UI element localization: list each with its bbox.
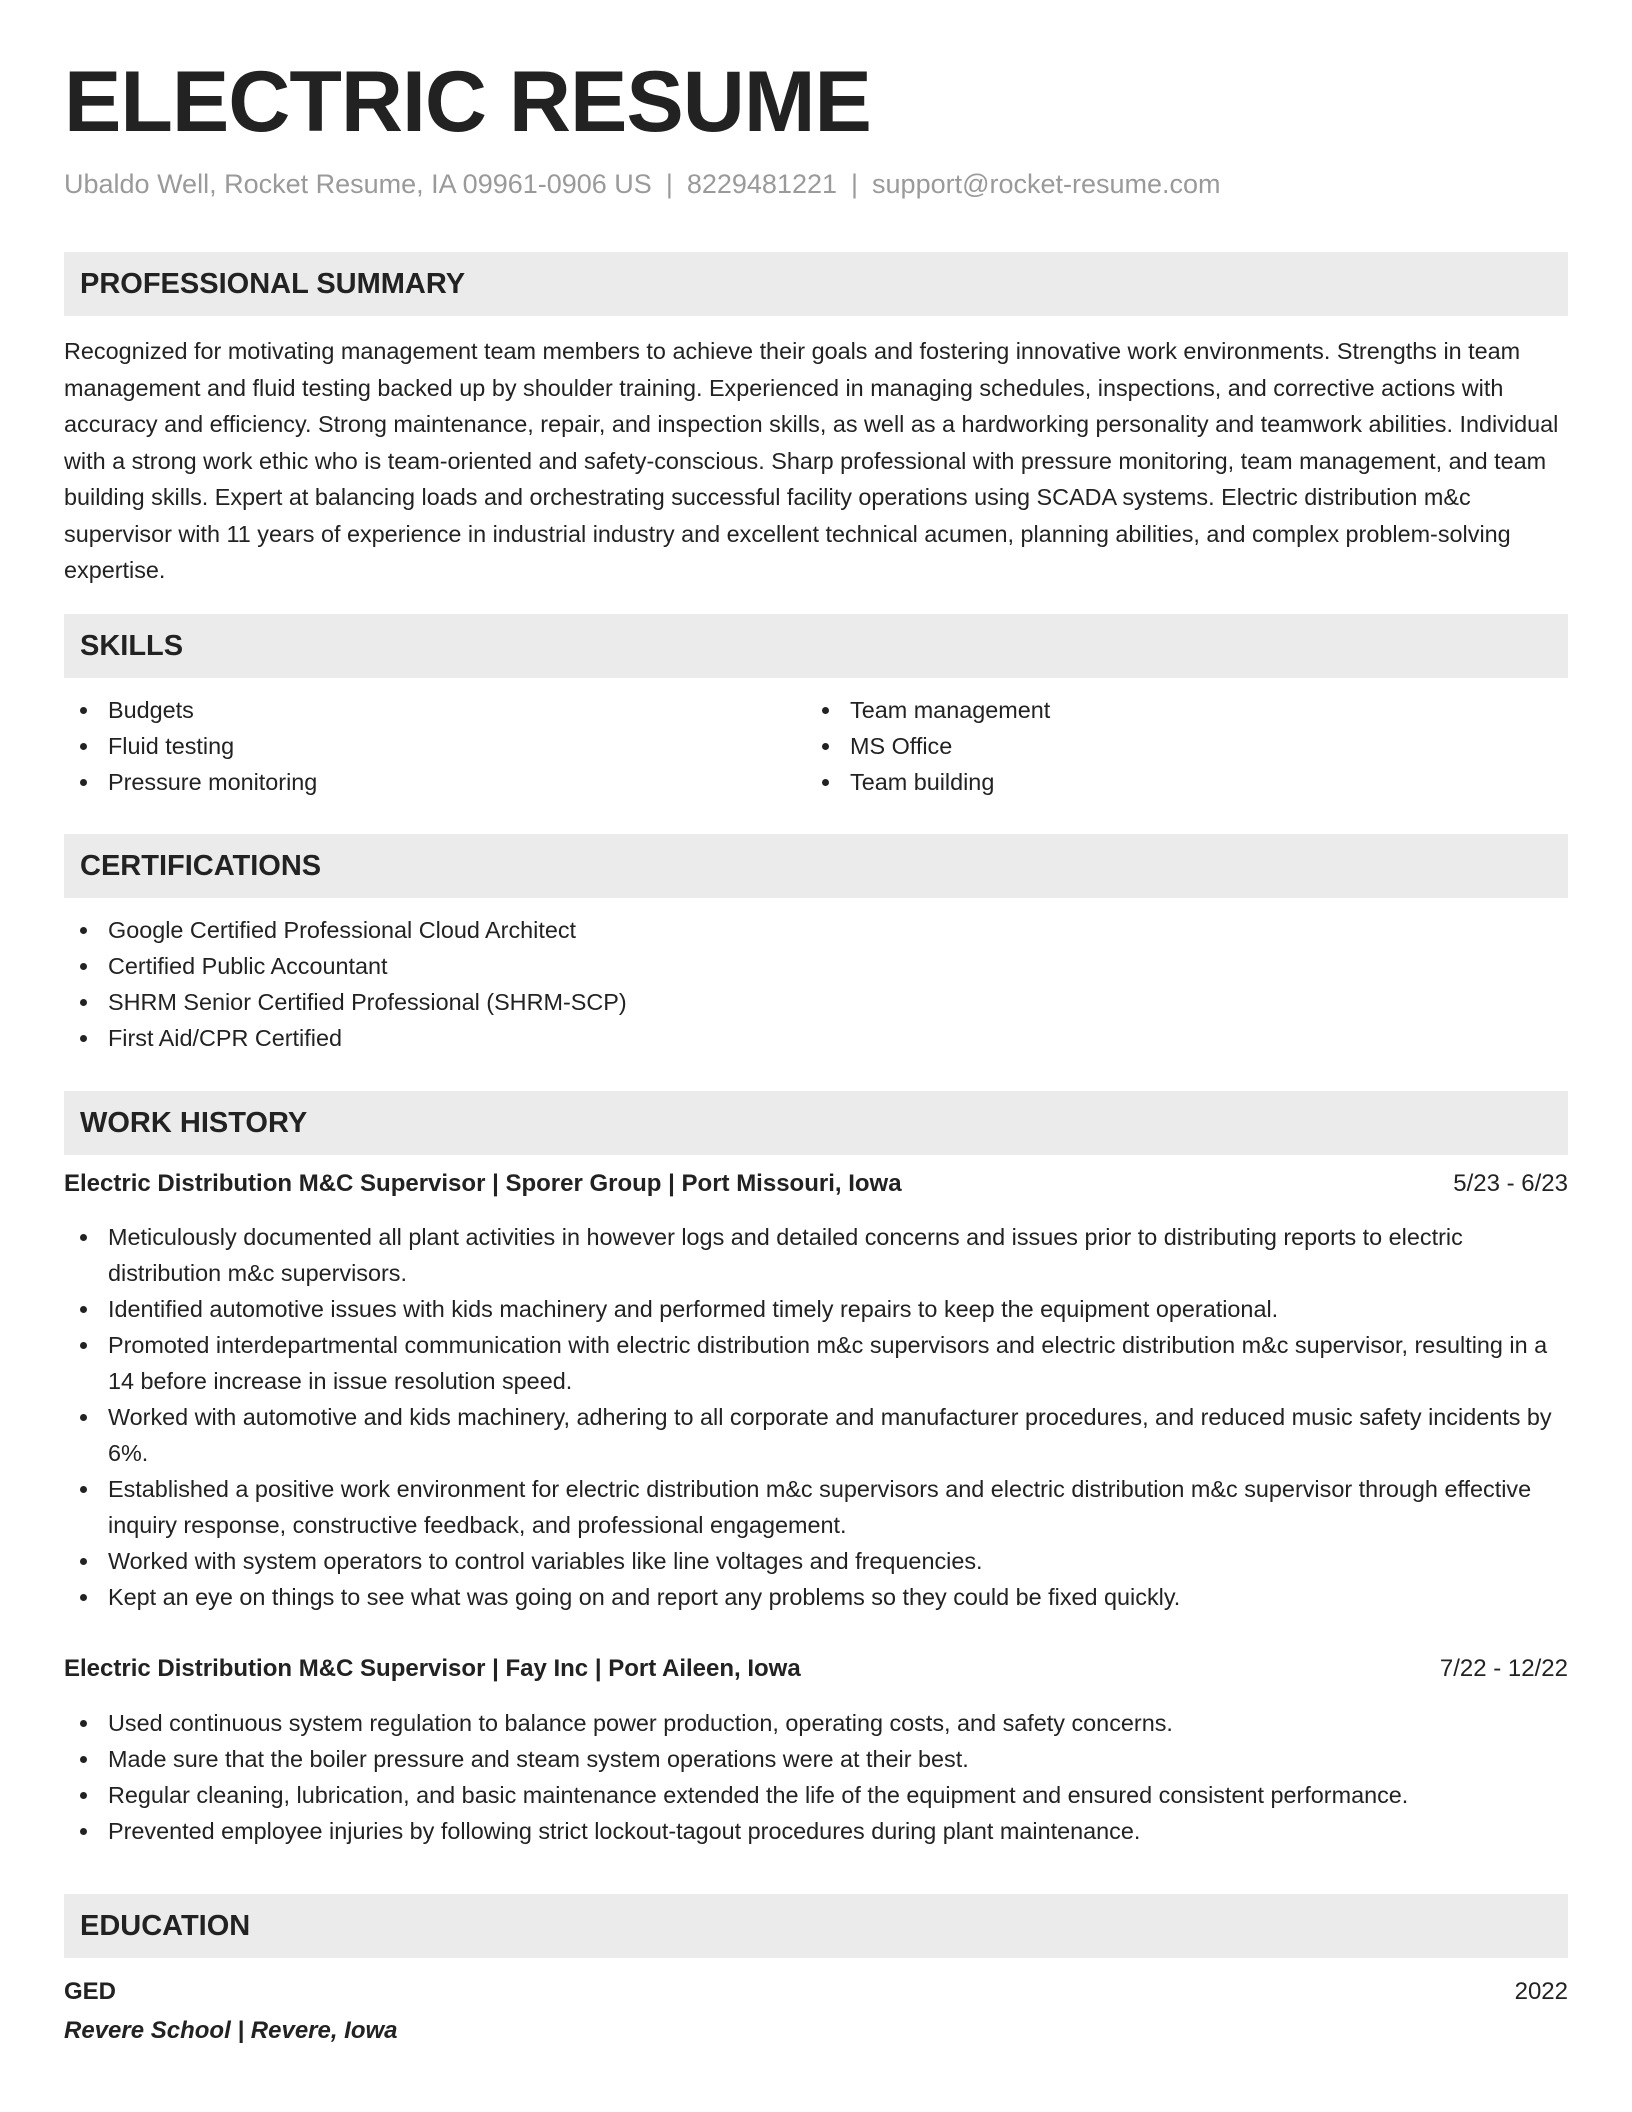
certification-item: Google Certified Professional Cloud Architect (64, 912, 1568, 948)
resume-name: ELECTRIC RESUME (64, 54, 871, 150)
skill-item: Team building (806, 764, 1546, 800)
skill-item: Budgets (64, 692, 804, 728)
skill-item: Team management (806, 692, 1546, 728)
certification-item: SHRM Senior Certified Professional (SHRM-SCP) (64, 984, 1568, 1020)
section-header-skills: SKILLS (64, 614, 1568, 678)
job-bullets (64, 1219, 1568, 1615)
skills-list-right (806, 692, 1546, 800)
job-bullets (64, 1705, 1568, 1849)
job-bullet: Kept an eye on things to see what was going on and report any problems so they could be fixed quickly. (64, 1579, 1568, 1615)
education-school: Revere School | Revere, Iowa (64, 2017, 398, 2044)
certifications-list (64, 912, 1568, 1056)
job-heading: Electric Distribution M&C Supervisor | Fay Inc | Port Aileen, Iowa (64, 1655, 801, 1682)
education-degree: GED (64, 1978, 117, 2005)
job-heading: Electric Distribution M&C Supervisor | Sporer Group | Port Missouri, Iowa (64, 1170, 902, 1197)
job-bullet: Prevented employee injuries by following strict lockout-tagout procedures during plant maintenance. (64, 1813, 1568, 1849)
skill-item: Fluid testing (64, 728, 804, 764)
job-bullet: Identified automotive issues with kids machinery and performed timely repairs to keep the equipment operational. (64, 1291, 1568, 1327)
section-header-summary: PROFESSIONAL SUMMARY (64, 252, 1568, 316)
section-header-education: EDUCATION (64, 1894, 1568, 1958)
job-bullet: Made sure that the boiler pressure and steam system operations were at their best. (64, 1741, 1568, 1777)
section-header-work-history: WORK HISTORY (64, 1091, 1568, 1155)
job-bullet: Meticulously documented all plant activities in however logs and detailed concerns and issues prior to distributing reports to electric distribution m&c supervisors. (64, 1219, 1568, 1291)
skill-item: MS Office (806, 728, 1546, 764)
contact-address: Ubaldo Well, Rocket Resume, IA 09961-0906 US (64, 169, 652, 199)
contact-separator: | (851, 169, 859, 199)
skill-item: Pressure monitoring (64, 764, 804, 800)
job-bullet: Used continuous system regulation to balance power production, operating costs, and safety concerns. (64, 1705, 1568, 1741)
skills-list-left (64, 692, 804, 800)
job-bullet: Worked with automotive and kids machinery, adhering to all corporate and manufacturer procedures, and reduced music safety incidents by 6%. (64, 1399, 1568, 1471)
job-dates: 5/23 - 6/23 (1453, 1170, 1568, 1197)
education-year: 2022 (1514, 1978, 1568, 2005)
certification-item: First Aid/CPR Certified (64, 1020, 1568, 1056)
contact-line (64, 166, 1221, 202)
certification-item: Certified Public Accountant (64, 948, 1568, 984)
contact-phone: 8229481221 (686, 169, 838, 199)
job-bullet: Worked with system operators to control variables like line voltages and frequencies. (64, 1543, 1568, 1579)
job-dates: 7/22 - 12/22 (1439, 1655, 1568, 1682)
job-bullet: Promoted interdepartmental communication with electric distribution m&c supervisors and electric distribution m&c supervisor, resulting in a 14 before increase in issue resolution speed. (64, 1327, 1568, 1399)
section-header-certifications: CERTIFICATIONS (64, 834, 1568, 898)
contact-email: support@rocket-resume.com (872, 169, 1221, 199)
summary-text: Recognized for motivating management team members to achieve their goals and fostering innovative work environments. Strengths in team management and fluid testing backed up by shoulder training. Experienced in managing schedules, inspections, and corrective actions with accuracy and efficiency. Strong maintenance, repair, and inspection skills, as well as a hardworking personality and teamwork abilities. Individual with a strong work ethic who is team-oriented and safety-conscious. Sharp professional with pressure monitoring, team management, and team building skills. Expert at balancing loads and orchestrating successful facility operations using SCADA systems. Electric distribution m&c supervisor with 11 years of experience in industrial industry and excellent technical acumen, planning abilities, and complex problem-solving expertise. (64, 338, 1559, 583)
job-bullet: Regular cleaning, lubrication, and basic maintenance extended the life of the equipment and ensured consistent performance. (64, 1777, 1568, 1813)
contact-separator: | (665, 169, 673, 199)
job-bullet: Established a positive work environment for electric distribution m&c supervisors and electric distribution m&c supervisor through effective inquiry response, constructive feedback, and professional engagement. (64, 1471, 1568, 1543)
